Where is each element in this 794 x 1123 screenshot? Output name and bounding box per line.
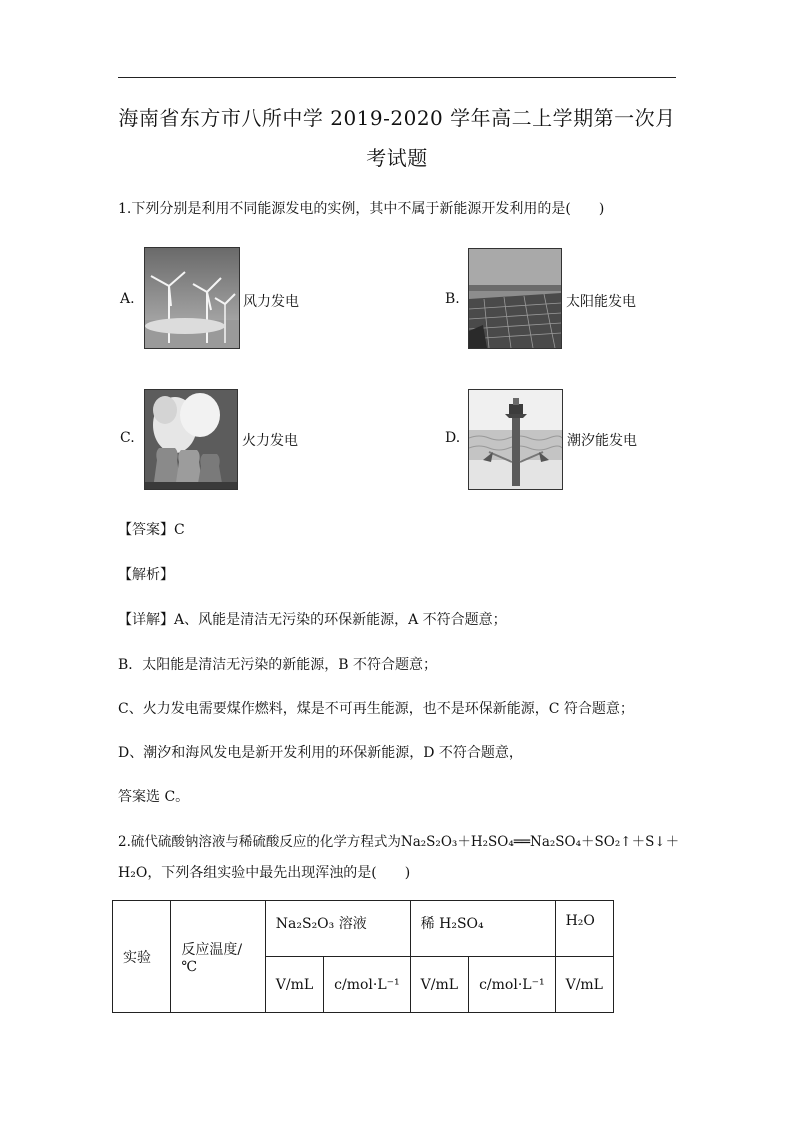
q2-eq-arrow: ══ [513,834,530,850]
detail-line-b: B．太阳能是清洁无污染的新能源，B 不符合题意； [118,657,438,673]
q2-eq-product1: Na₂SO₄ [530,834,582,850]
q2-eq-reactant2: H₂SO₄ [470,834,514,850]
header-na2s2o3: Na₂S₂O₃ 溶液 [265,901,410,957]
header-rule [118,77,676,78]
subheader-volume: V/mL [555,957,613,1013]
experiment-table [112,900,614,1013]
subheader-concentration: c/mol·L⁻¹ [324,957,411,1013]
header-water: H₂O [555,901,613,957]
subheader-volume: V/mL [410,957,468,1013]
wind-turbine-photo-icon [144,247,240,349]
cooling-tower-photo-icon [144,389,238,490]
option-d-letter: D. [445,430,461,446]
solar-panel-photo-icon [468,248,562,349]
tidal-tower-photo-icon [468,389,563,490]
option-b-text: 太阳能发电 [566,294,636,310]
option-c-letter: C. [120,430,135,446]
q2-eq-product4: H₂O [118,865,148,881]
answer-line: 【答案】C [118,522,185,538]
q2-eq-reactant1: Na₂S₂O₃ [400,834,458,850]
answer-choice-line: 答案选 C。 [118,789,190,805]
option-d-text: 潮汐能发电 [567,433,637,449]
page-title-line2: 考试题 [366,146,428,170]
analysis-heading: 【解析】 [118,567,174,583]
option-b-letter: B. [445,291,460,307]
q2-eq-product3: S↓ [645,834,666,850]
subheader-volume: V/mL [265,957,323,1013]
detail-line-a: 【详解】A、风能是清洁无污染的环保新能源，A 不符合题意； [118,612,507,628]
option-c-text: 火力发电 [242,433,298,449]
detail-line-c: C、火力发电需要煤作燃料，煤是不可再生能源，也不是环保新能源，C 符合题意； [118,701,634,717]
header-temperature: 反应温度/℃ [171,901,265,1013]
option-a-letter: A. [120,291,135,307]
q2-stem-end: ，下列各组实验中最先出现浑浊的是( ) [147,865,411,881]
question-2-stem-line2 [118,863,410,883]
option-a-text: 风力发电 [243,294,299,310]
question-2-stem-line1: 2.硫代硫酸钠溶液与稀硫酸反应的化学方程式为Na₂S₂O₃＋H₂SO₄══Na₂SO₄＋SO₂↑＋S↓＋ [118,834,680,850]
page-title: 海南省东方市八所中学 2019-2020 学年高二上学期第一次月 [118,106,676,130]
q2-eq-product2: SO₂↑ [594,834,632,850]
header-experiment: 实验 [113,901,171,1013]
q2-stem-intro: 2.硫代硫酸钠溶液与稀硫酸反应的化学方程式为 [118,834,401,850]
subheader-concentration: c/mol·L⁻¹ [469,957,556,1013]
question-1-stem: 1.下列分别是利用不同能源发电的实例，其中不属于新能源开发利用的是( ) [118,201,605,217]
table-header-row [113,901,614,957]
detail-line-d: D、潮汐和海风发电是新开发利用的环保新能源，D 不符合题意， [118,745,523,761]
header-h2so4: 稀 H₂SO₄ [410,901,555,957]
